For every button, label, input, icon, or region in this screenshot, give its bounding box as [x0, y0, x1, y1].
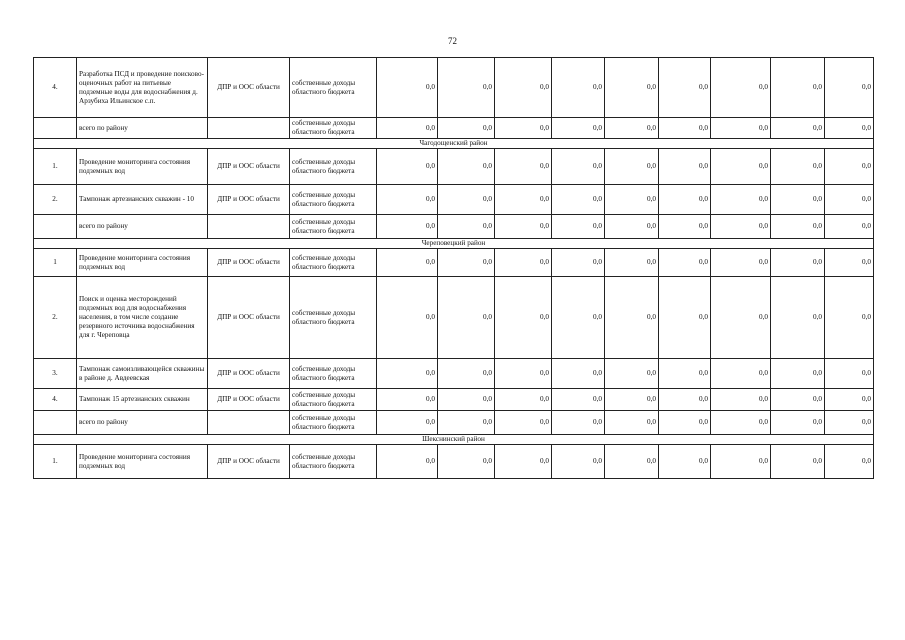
amount-cell: 0,0	[495, 411, 552, 435]
amount-cell: 0,0	[552, 58, 605, 118]
table-body	[34, 58, 874, 479]
amount-cell: 0,0	[825, 215, 874, 239]
amount-cell: 0,0	[377, 277, 438, 359]
item-number: 2.	[34, 277, 77, 359]
amount-cell: 0,0	[552, 118, 605, 139]
district-total-row	[34, 215, 874, 239]
item-name: всего по району	[77, 411, 208, 435]
amount-cell: 0,0	[552, 445, 605, 479]
item-name: Тампонаж артезианских скважин - 10	[77, 185, 208, 215]
page-number: 72	[448, 36, 457, 46]
funding-source: собственные доходы областного бюджета	[290, 149, 377, 185]
amount-cell: 0,0	[711, 277, 771, 359]
item-name: всего по району	[77, 215, 208, 239]
item-number: 1	[34, 249, 77, 277]
amount-cell: 0,0	[711, 249, 771, 277]
executor: ДПР и ООС области	[208, 359, 290, 389]
table-row	[34, 58, 874, 118]
amount-cell: 0,0	[377, 118, 438, 139]
table-row	[34, 359, 874, 389]
district-name: Шекснинский район	[34, 435, 874, 445]
amount-cell: 0,0	[771, 277, 825, 359]
amount-cell: 0,0	[495, 249, 552, 277]
amount-cell: 0,0	[438, 359, 495, 389]
funding-source: собственные доходы областного бюджета	[290, 215, 377, 239]
amount-cell: 0,0	[771, 215, 825, 239]
item-name: Поиск и оценка месторождений подземных вод для водоснабжения населения, в том числе создание резервного источника водоснабжения для г. Череповца	[77, 277, 208, 359]
amount-cell: 0,0	[825, 277, 874, 359]
amount-cell: 0,0	[605, 445, 659, 479]
amount-cell: 0,0	[605, 411, 659, 435]
amount-cell: 0,0	[659, 215, 711, 239]
table-row	[34, 445, 874, 479]
item-number: 4.	[34, 58, 77, 118]
amount-cell: 0,0	[711, 389, 771, 411]
amount-cell: 0,0	[495, 445, 552, 479]
amount-cell: 0,0	[438, 249, 495, 277]
funding-source: собственные доходы областного бюджета	[290, 249, 377, 277]
budget-table	[33, 57, 874, 479]
funding-source: собственные доходы областного бюджета	[290, 359, 377, 389]
amount-cell: 0,0	[711, 445, 771, 479]
amount-cell: 0,0	[605, 185, 659, 215]
amount-cell: 0,0	[552, 215, 605, 239]
amount-cell: 0,0	[552, 411, 605, 435]
amount-cell: 0,0	[825, 185, 874, 215]
amount-cell: 0,0	[605, 359, 659, 389]
amount-cell: 0,0	[495, 359, 552, 389]
amount-cell: 0,0	[377, 149, 438, 185]
amount-cell: 0,0	[711, 185, 771, 215]
amount-cell: 0,0	[659, 277, 711, 359]
amount-cell: 0,0	[438, 185, 495, 215]
item-name: Проведение мониторинга состояния подземных вод	[77, 445, 208, 479]
executor: ДПР и ООС области	[208, 149, 290, 185]
amount-cell: 0,0	[605, 389, 659, 411]
item-number	[34, 411, 77, 435]
table-row	[34, 249, 874, 277]
amount-cell: 0,0	[771, 149, 825, 185]
district-total-row	[34, 118, 874, 139]
amount-cell: 0,0	[605, 277, 659, 359]
amount-cell: 0,0	[825, 58, 874, 118]
item-number	[34, 118, 77, 139]
item-number: 1.	[34, 149, 77, 185]
funding-source: собственные доходы областного бюджета	[290, 277, 377, 359]
amount-cell: 0,0	[552, 359, 605, 389]
district-name: Череповецкий район	[34, 239, 874, 249]
amount-cell: 0,0	[495, 277, 552, 359]
amount-cell: 0,0	[377, 445, 438, 479]
item-name: всего по району	[77, 118, 208, 139]
item-number: 1.	[34, 445, 77, 479]
funding-source: собственные доходы областного бюджета	[290, 58, 377, 118]
amount-cell: 0,0	[771, 359, 825, 389]
item-name: Разработка ПСД и проведение поисково-оценочных работ на питьевые подземные воды для водоснабжения д. Арзубиха Ильинское с.п.	[77, 58, 208, 118]
amount-cell: 0,0	[771, 411, 825, 435]
amount-cell: 0,0	[825, 149, 874, 185]
amount-cell: 0,0	[659, 445, 711, 479]
amount-cell: 0,0	[659, 359, 711, 389]
amount-cell: 0,0	[771, 249, 825, 277]
executor: ДПР и ООС области	[208, 58, 290, 118]
amount-cell: 0,0	[605, 58, 659, 118]
amount-cell: 0,0	[659, 249, 711, 277]
amount-cell: 0,0	[495, 389, 552, 411]
item-name: Тампонаж 15 артезианских скважин	[77, 389, 208, 411]
amount-cell: 0,0	[377, 215, 438, 239]
amount-cell: 0,0	[659, 58, 711, 118]
district-total-row	[34, 411, 874, 435]
amount-cell: 0,0	[659, 389, 711, 411]
executor: ДПР и ООС области	[208, 185, 290, 215]
amount-cell: 0,0	[377, 185, 438, 215]
amount-cell: 0,0	[771, 118, 825, 139]
item-number: 4.	[34, 389, 77, 411]
amount-cell: 0,0	[771, 185, 825, 215]
amount-cell: 0,0	[495, 118, 552, 139]
amount-cell: 0,0	[825, 359, 874, 389]
amount-cell: 0,0	[552, 249, 605, 277]
table-row	[34, 149, 874, 185]
item-name: Тампонаж самоизливающейся скважины в районе д. Авдеевская	[77, 359, 208, 389]
amount-cell: 0,0	[552, 185, 605, 215]
amount-cell: 0,0	[771, 389, 825, 411]
amount-cell: 0,0	[605, 149, 659, 185]
amount-cell: 0,0	[438, 411, 495, 435]
amount-cell: 0,0	[711, 215, 771, 239]
amount-cell: 0,0	[825, 249, 874, 277]
funding-source: собственные доходы областного бюджета	[290, 445, 377, 479]
amount-cell: 0,0	[495, 149, 552, 185]
amount-cell: 0,0	[438, 277, 495, 359]
table-row	[34, 185, 874, 215]
funding-source: собственные доходы областного бюджета	[290, 118, 377, 139]
amount-cell: 0,0	[771, 58, 825, 118]
amount-cell: 0,0	[377, 58, 438, 118]
amount-cell: 0,0	[659, 149, 711, 185]
executor	[208, 411, 290, 435]
item-name: Проведение мониторинга состояния подземных вод	[77, 249, 208, 277]
amount-cell: 0,0	[825, 445, 874, 479]
amount-cell: 0,0	[377, 411, 438, 435]
amount-cell: 0,0	[659, 185, 711, 215]
amount-cell: 0,0	[825, 411, 874, 435]
executor: ДПР и ООС области	[208, 249, 290, 277]
executor: ДПР и ООС области	[208, 277, 290, 359]
funding-source: собственные доходы областного бюджета	[290, 389, 377, 411]
amount-cell: 0,0	[495, 185, 552, 215]
funding-source: собственные доходы областного бюджета	[290, 185, 377, 215]
amount-cell: 0,0	[825, 389, 874, 411]
amount-cell: 0,0	[552, 389, 605, 411]
item-name: Проведение мониторинга состояния подземных вод	[77, 149, 208, 185]
executor: ДПР и ООС области	[208, 389, 290, 411]
amount-cell: 0,0	[659, 118, 711, 139]
district-name: Чагодощенский район	[34, 139, 874, 149]
amount-cell: 0,0	[377, 389, 438, 411]
amount-cell: 0,0	[711, 359, 771, 389]
item-number: 2.	[34, 185, 77, 215]
executor: ДПР и ООС области	[208, 445, 290, 479]
table-row	[34, 389, 874, 411]
amount-cell: 0,0	[711, 58, 771, 118]
amount-cell: 0,0	[711, 118, 771, 139]
item-number	[34, 215, 77, 239]
amount-cell: 0,0	[659, 411, 711, 435]
amount-cell: 0,0	[605, 118, 659, 139]
district-header-row	[34, 435, 874, 445]
amount-cell: 0,0	[438, 445, 495, 479]
amount-cell: 0,0	[495, 215, 552, 239]
amount-cell: 0,0	[552, 149, 605, 185]
amount-cell: 0,0	[438, 215, 495, 239]
district-header-row	[34, 139, 874, 149]
amount-cell: 0,0	[438, 118, 495, 139]
amount-cell: 0,0	[377, 249, 438, 277]
amount-cell: 0,0	[711, 411, 771, 435]
amount-cell: 0,0	[552, 277, 605, 359]
amount-cell: 0,0	[825, 118, 874, 139]
amount-cell: 0,0	[495, 58, 552, 118]
executor	[208, 215, 290, 239]
amount-cell: 0,0	[605, 215, 659, 239]
amount-cell: 0,0	[771, 445, 825, 479]
amount-cell: 0,0	[438, 389, 495, 411]
amount-cell: 0,0	[377, 359, 438, 389]
district-header-row	[34, 239, 874, 249]
item-number: 3.	[34, 359, 77, 389]
funding-source: собственные доходы областного бюджета	[290, 411, 377, 435]
amount-cell: 0,0	[711, 149, 771, 185]
amount-cell: 0,0	[438, 58, 495, 118]
amount-cell: 0,0	[438, 149, 495, 185]
amount-cell: 0,0	[605, 249, 659, 277]
table-row	[34, 277, 874, 359]
executor	[208, 118, 290, 139]
